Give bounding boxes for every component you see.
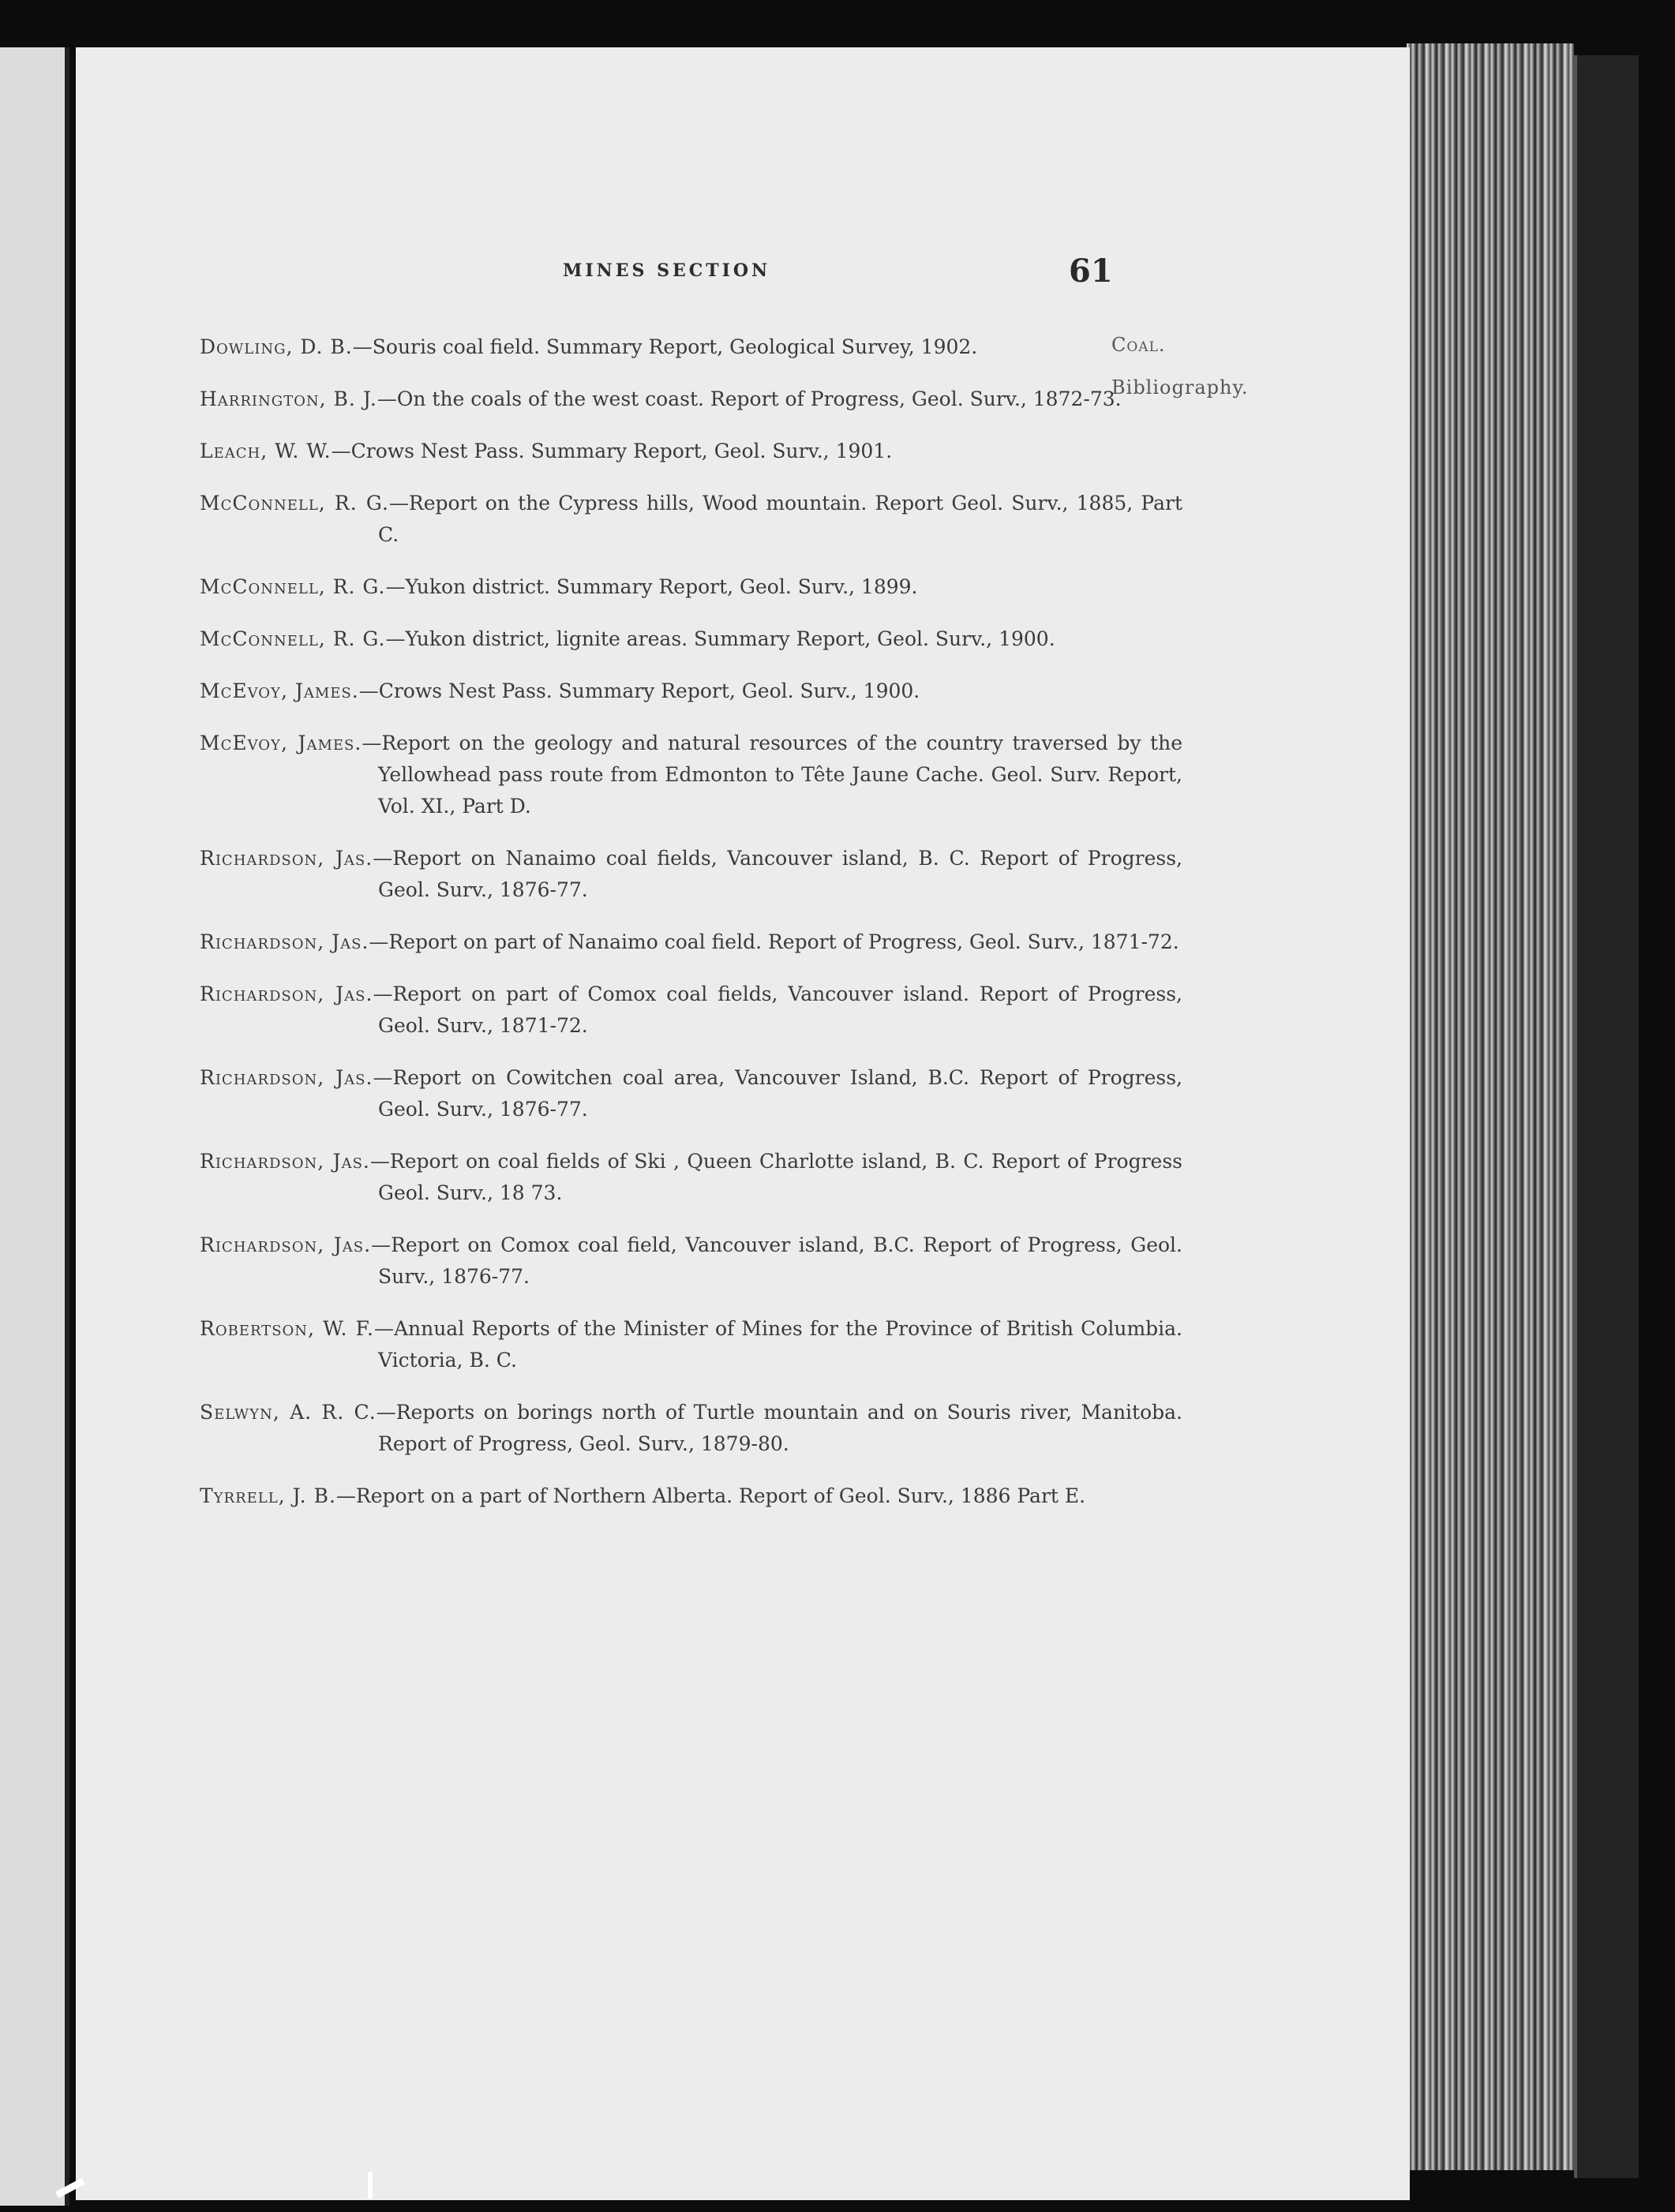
entry-author: Richardson, Jas. <box>200 1150 370 1173</box>
marginal-note-bibliography: Bibliography. <box>1111 376 1249 399</box>
entry-text: Yukon district. Summary Report, Geol. Surv., 1899. <box>405 575 918 598</box>
entry-author: Leach, W. W. <box>200 440 332 462</box>
page-stack-edge <box>1407 43 1574 2170</box>
running-title: MINES SECTION <box>563 260 771 281</box>
entry-author: Robertson, W. F. <box>200 1317 374 1340</box>
entry-text: Souris coal field. Summary Report, Geological Survey, 1902. <box>372 335 978 358</box>
bibliography-entry: Robertson, W. F.—Annual Reports of the Minister of Mines for the Province of British Columbia. Victoria, B. C. <box>200 1317 1183 1372</box>
entry-author: Selwyn, A. R. C. <box>200 1401 377 1424</box>
entry-author: Richardson, Jas. <box>200 930 369 953</box>
bibliography-entry: Richardson, Jas.—Report on Nanaimo coal fields, Vancouver island, B. C. Report of Progress, Geol. Surv., 1876-77. <box>200 847 1182 901</box>
bibliography-entry: Richardson, Jas.—Report on part of Comox coal fields, Vancouver island. Report of Progress, Geol. Surv., 1871-72. <box>200 982 1182 1037</box>
entry-author: Richardson, Jas. <box>200 982 373 1005</box>
bibliography-entry: McConnell, R. G.—Yukon district, lignite areas. Summary Report, Geol. Surv., 1900. <box>200 627 1055 650</box>
entry-author: McConnell, R. G. <box>200 575 386 598</box>
entry-text: Report on the geology and natural resources of the country traversed by the Yellowhead pass route from Edmonton to Tête Jaune Cache. Geol. Surv. Report, Vol. XI., Part D. <box>378 732 1182 818</box>
bibliography-list <box>200 331 1182 1533</box>
entry-author: Richardson, Jas. <box>200 847 373 870</box>
entry-text: Crows Nest Pass. Summary Report, Geol. Surv., 1901. <box>350 440 893 462</box>
bibliography-entry: Selwyn, A. R. C.—Reports on borings north of Turtle mountain and on Souris river, Manitoba. Report of Progress, Geol. Surv., 1879-80. <box>200 1401 1183 1455</box>
bibliography-entry: McConnell, R. G.—Yukon district. Summary Report, Geol. Surv., 1899. <box>200 575 918 598</box>
entry-text: Report on Cowitchen coal area, Vancouver Island, B.C. Report of Progress, Geol. Surv., 1876-77. <box>378 1066 1183 1121</box>
bibliography-entry: Richardson, Jas.—Report on part of Nanaimo coal field. Report of Progress, Geol. Surv., 1871-72. <box>200 930 1179 953</box>
scan-speck <box>368 2172 373 2199</box>
entry-author: McEvoy, James. <box>200 679 359 702</box>
marginal-note-coal: Coal. <box>1111 334 1166 356</box>
book-page <box>76 47 1410 2200</box>
page-header <box>76 251 1260 298</box>
entry-author: Richardson, Jas. <box>200 1066 373 1089</box>
entry-author: McConnell, R. G. <box>200 492 389 515</box>
entry-text: Report on Nanaimo coal fields, Vancouver island, B. C. Report of Progress, Geol. Surv., 1876-77. <box>378 847 1182 901</box>
entry-text: Crows Nest Pass. Summary Report, Geol. Surv., 1900. <box>378 679 920 702</box>
bibliography-entry: Dowling, D. B.—Souris coal field. Summary Report, Geological Survey, 1902. <box>200 335 978 358</box>
entry-text: Report on part of Nanaimo coal field. Report of Progress, Geol. Surv., 1871-72. <box>388 930 1179 953</box>
entry-text: Report on the Cypress hills, Wood mountain. Report Geol. Surv., 1885, Part C. <box>378 492 1182 546</box>
entry-text: Annual Reports of the Minister of Mines for the Province of British Columbia. Victoria, B. C. <box>378 1317 1183 1372</box>
entry-text: Report on part of Comox coal fields, Vancouver island. Report of Progress, Geol. Surv., 1871-72. <box>378 982 1182 1037</box>
bibliography-entry: McConnell, R. G.—Report on the Cypress hills, Wood mountain. Report Geol. Surv., 1885, Part C. <box>200 492 1182 546</box>
bibliography-entry: Richardson, Jas.—Report on coal fields of Ski , Queen Charlotte island, B. C. Report of Progress Geol. Surv., 18 73. <box>200 1150 1182 1204</box>
page-number: 61 <box>1069 253 1113 290</box>
entry-author: Tyrrell, J. B. <box>200 1484 336 1507</box>
entry-text: Report on coal fields of Ski , Queen Charlotte island, B. C. Report of Progress Geol. Surv., 18 73. <box>378 1150 1182 1204</box>
entry-text: Reports on borings north of Turtle mountain and on Souris river, Manitoba. Report of Progress, Geol. Surv., 1879-80. <box>378 1401 1183 1455</box>
entry-author: McEvoy, James. <box>200 732 362 754</box>
bibliography-entry: Harrington, B. J.—On the coals of the west coast. Report of Progress, Geol. Surv., 1872-73. <box>200 387 1122 410</box>
entry-author: Richardson, Jas. <box>200 1233 372 1256</box>
entry-text: Report on a part of Northern Alberta. Report of Geol. Surv., 1886 Part E. <box>355 1484 1086 1507</box>
entry-text: Yukon district, lignite areas. Summary Report, Geol. Surv., 1900. <box>405 627 1055 650</box>
bibliography-entry: McEvoy, James.—Report on the geology and natural resources of the country traversed by the Yellowhead pass route from Edmonton to Tête Jaune Cache. Geol. Surv. Report, Vol. XI., Part D. <box>200 732 1182 818</box>
book-cover <box>1574 55 1639 2178</box>
entry-author: McConnell, R. G. <box>200 627 386 650</box>
bibliography-entry: Richardson, Jas.—Report on Cowitchen coal area, Vancouver Island, B.C. Report of Progress, Geol. Surv., 1876-77. <box>200 1066 1183 1121</box>
entry-text: On the coals of the west coast. Report of Progress, Geol. Surv., 1872-73. <box>396 387 1122 410</box>
bibliography-entry: Tyrrell, J. B.—Report on a part of Northern Alberta. Report of Geol. Surv., 1886 Part E. <box>200 1484 1086 1507</box>
bibliography-entry: Leach, W. W.—Crows Nest Pass. Summary Report, Geol. Surv., 1901. <box>200 440 893 462</box>
left-page-edge <box>0 47 69 2206</box>
bibliography-entry: Richardson, Jas.—Report on Comox coal field, Vancouver island, B.C. Report of Progress, Geol. Surv., 1876-77. <box>200 1233 1183 1288</box>
bibliography-entry: McEvoy, James.—Crows Nest Pass. Summary Report, Geol. Surv., 1900. <box>200 679 920 702</box>
entry-author: Harrington, B. J. <box>200 387 377 410</box>
entry-text: Report on Comox coal field, Vancouver island, B.C. Report of Progress, Geol. Surv., 1876-77. <box>378 1233 1183 1288</box>
entry-author: Dowling, D. B. <box>200 335 353 358</box>
